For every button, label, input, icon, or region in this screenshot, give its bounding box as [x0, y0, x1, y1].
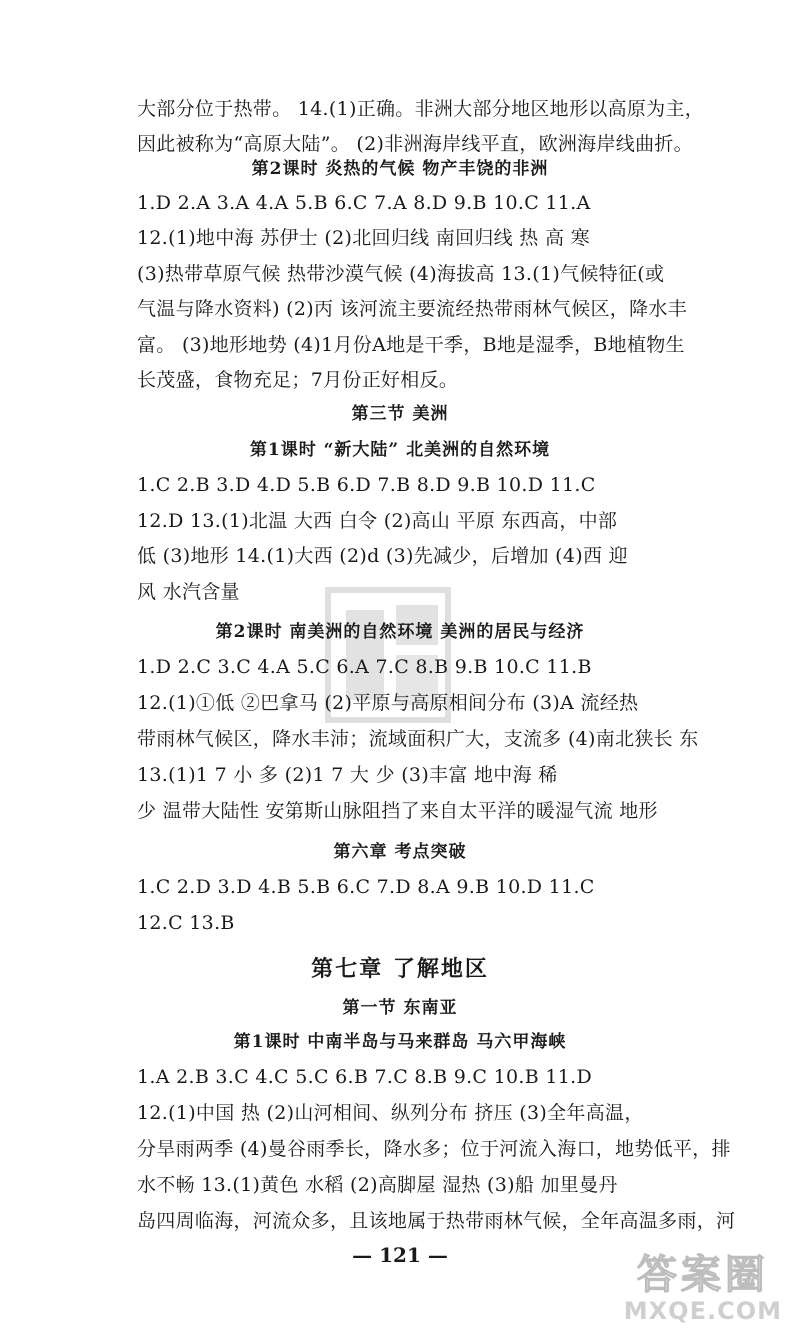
answer-line: 长茂盛，食物充足；7月份正好相反。	[137, 369, 459, 391]
answer-line: 12.C 13.B	[137, 912, 235, 934]
answer-line: 1.C 2.D 3.D 4.B 5.B 6.C 7.D 8.A 9.B 10.D 11.C	[137, 876, 595, 898]
answer-line: 因此被称为“高原大陆”。 (2)非洲海岸线平直，欧洲海岸线曲折。	[137, 133, 693, 155]
answer-line: 富。 (3)地形地势 (4)1月份A地是干季，B地是湿季，B地植物生	[137, 334, 685, 356]
answer-line: 12.(1)①低 ②巴拿马 (2)平原与高原相间分布 (3)A 流经热	[137, 692, 639, 714]
lesson-heading: 第1课时 “新大陆” 北美洲的自然环境	[249, 440, 551, 460]
page-number: — 121 —	[352, 1243, 448, 1267]
answer-line: 低 (3)地形 14.(1)大西 (2)d (3)先减少，后增加 (4)西 迎	[137, 545, 628, 567]
watermark-domain: MXQE.COM	[623, 1297, 782, 1325]
lesson-heading: 第2课时 南美洲的自然环境 美洲的居民与经济	[215, 622, 585, 642]
lesson-heading: 第2课时 炎热的气候 物产丰饶的非洲	[251, 159, 549, 179]
answer-line: 水不畅 13.(1)黄色 水稻 (2)高脚屋 湿热 (3)船 加里曼丹	[137, 1174, 618, 1196]
answer-line: 大部分位于热带。 14.(1)正确。非洲大部分地区地形以高原为主，	[137, 98, 705, 120]
lesson-heading: 第1课时 中南半岛与马来群岛 马六甲海峡	[233, 1032, 567, 1052]
answer-line: 12.D 13.(1)北温 大西 白令 (2)高山 平原 东西高，中部	[137, 510, 618, 532]
answer-line: 12.(1)地中海 苏伊士 (2)北回归线 南回归线 热 高 寒	[137, 227, 590, 249]
answer-line: 少 温带大陆性 安第斯山脉阻挡了来自太平洋的暖湿气流 地形	[137, 800, 658, 822]
answer-line: 带雨林气候区，降水丰沛；流域面积广大，支流多 (4)南北狭长 东	[137, 728, 699, 750]
site-watermark	[624, 1252, 782, 1324]
chapter-review-heading: 第六章 考点突破	[333, 842, 467, 862]
answer-line: 1.A 2.B 3.C 4.C 5.C 6.B 7.C 8.B 9.C 10.B 11.D	[137, 1066, 592, 1088]
answer-line: 1.D 2.A 3.A 4.A 5.B 6.C 7.A 8.D 9.B 10.C 11.A	[137, 192, 591, 214]
answer-line: 分旱雨两季 (4)曼谷雨季长，降水多；位于河流入海口，地势低平，排	[137, 1138, 731, 1160]
answer-line: (3)热带草原气候 热带沙漠气候 (4)海拔高 13.(1)气候特征(或	[137, 263, 665, 285]
chapter-title: 第七章 了解地区	[311, 957, 489, 982]
answer-line: 13.(1)1 7 小 多 (2)1 7 大 少 (3)丰富 地中海 稀	[137, 764, 558, 786]
answer-line: 1.D 2.C 3.C 4.A 5.C 6.A 7.C 8.B 9.B 10.C 11.B	[137, 656, 592, 678]
answer-line: 风 水汽含量	[137, 581, 240, 603]
section-heading: 第三节 美洲	[351, 404, 449, 424]
answer-line: 岛四周临海，河流众多，且该地属于热带雨林气候，全年高温多雨，河	[137, 1210, 736, 1232]
watermark-logo: 答案圈	[636, 1252, 769, 1298]
answer-line: 气温与降水资料) (2)丙 该河流主要流经热带雨林气候区，降水丰	[137, 298, 688, 320]
section-heading: 第一节 东南亚	[342, 998, 458, 1018]
answer-line: 1.C 2.B 3.D 4.D 5.B 6.D 7.B 8.D 9.B 10.D 11.C	[137, 474, 596, 496]
answer-line: 12.(1)中国 热 (2)山河相间、纵列分布 挤压 (3)全年高温，	[137, 1102, 644, 1124]
